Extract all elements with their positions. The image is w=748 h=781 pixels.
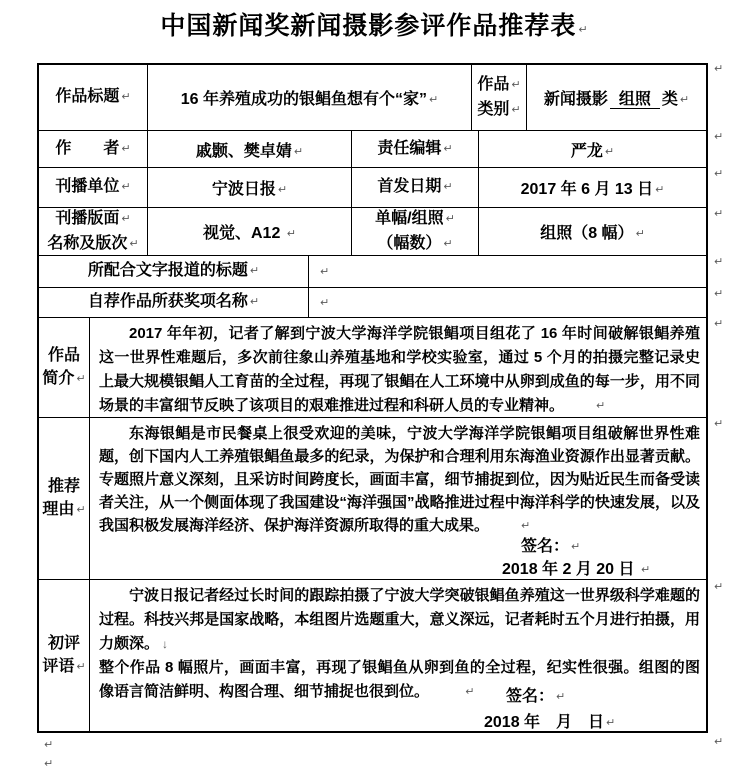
- accompanying-text-label-cell: [39, 256, 309, 287]
- work-title-label-cell: [39, 65, 148, 130]
- page-title: 中国新闻奖新闻摄影参评作品推荐表: [160, 12, 577, 40]
- paragraph-mark-icon: ↵: [606, 717, 616, 729]
- edition-value-cell: [148, 208, 352, 255]
- work-intro-paragraph: 2017 年年初，记者了解到宁波大学海洋学院银鲳项目组花了 16 年时间破解银鲳养殖这一世界性难题后，多次前往象山养殖基地和学校实验室，通过 5 个月的拍摄完整记录史上最大规模银鲳人工育苗的全过程，再现了银鲳在人工环境中从卵到成鱼的每一步，用不同场景的丰富细节反映了该项目的艰难推进过程和科研人员的专业精神。: [99, 325, 700, 414]
- preliminary-review-sign-label: 签名：: [506, 688, 555, 705]
- table-row-self-recommend: [39, 288, 706, 318]
- paragraph-mark-icon: ↵: [443, 237, 453, 250]
- preliminary-review-paragraph-part2: 整个作品 8 幅照片，画面丰富，再现了银鲳鱼从卵到鱼的全过程，纪实性很强。组图的图像语言简洁鲜明、构图合理、细节捕捉也很到位。: [99, 659, 700, 700]
- paragraph-mark-icon: ↵: [129, 237, 139, 250]
- paragraph-mark-icon: ↵: [635, 228, 645, 240]
- recommendation-sign-date-row: [502, 556, 650, 579]
- paragraph-mark-icon: ↵: [44, 739, 54, 751]
- first-publish-date-label: 首发日期: [377, 178, 442, 195]
- publisher-value-cell: [148, 168, 352, 207]
- paragraph-mark-icon: ↵: [640, 564, 651, 576]
- recommendation-sign-row: [521, 533, 580, 556]
- recommendation-form-table: [37, 63, 708, 733]
- table-row-preliminary-review: [39, 580, 706, 731]
- publisher-label: 刊播单位: [55, 178, 120, 195]
- edition-label-cell: [39, 208, 148, 255]
- row-end-mark-icon: ↵: [714, 318, 724, 330]
- category-label-line1: 作品: [477, 75, 510, 93]
- edition-label-line2: 名称及版次: [47, 234, 128, 252]
- work-title-label: 作品标题: [55, 88, 120, 105]
- category-value-prefix: 新闻摄影: [543, 91, 608, 108]
- accompanying-text-label: 所配合文字报道的标题: [87, 262, 248, 279]
- paragraph-mark-icon: ↵: [596, 400, 606, 412]
- paragraph-mark-icon: ↵: [44, 758, 54, 770]
- editor-label-cell: [352, 131, 479, 167]
- single-or-group-value-cell: [479, 208, 706, 255]
- paragraph-mark-icon: ↵: [286, 228, 297, 240]
- row-end-mark-icon: ↵: [714, 581, 724, 593]
- paragraph-mark-icon: ↵: [679, 94, 690, 106]
- paragraph-mark-icon: ↵: [76, 660, 86, 673]
- paragraph-mark-icon: ↵: [571, 541, 581, 553]
- row-end-mark-icon: ↵: [714, 131, 724, 143]
- row-end-mark-icon: ↵: [714, 168, 724, 180]
- edition-value: 视觉、A12: [202, 225, 281, 242]
- paragraph-mark-icon: ↵: [429, 94, 439, 106]
- paragraph-mark-icon: ↵: [511, 78, 521, 91]
- paragraph-mark-icon: ↵: [445, 212, 455, 225]
- title-row: [0, 6, 748, 42]
- edition-label-line1: 刊播版面: [55, 209, 120, 227]
- work-intro-label-line1: 作品: [47, 346, 80, 364]
- single-or-group-value: 组照（8 幅）: [540, 225, 634, 242]
- work-intro-label-line2: 简介: [42, 369, 75, 387]
- author-label-cell: [39, 131, 148, 167]
- single-or-group-label-line1: 单幅/组照: [375, 209, 444, 227]
- paragraph-mark-icon: ↵: [604, 145, 615, 158]
- first-publish-date-value: 2017 年 6 月 13 日: [520, 181, 654, 198]
- category-label-cell: [472, 65, 527, 130]
- paragraph-mark-icon: ↵: [521, 520, 531, 532]
- publisher-value: 宁波日报: [211, 181, 276, 198]
- paragraph-mark-icon: ↵: [320, 265, 330, 278]
- paragraph-mark-icon: ↵: [121, 142, 131, 155]
- table-row-work-title: [39, 65, 706, 131]
- table-row-work-intro: [39, 318, 706, 418]
- preliminary-review-sign-date: 2018 年 月 日: [484, 714, 605, 731]
- category-value-suffix: 类: [661, 91, 678, 108]
- single-or-group-label-cell: [352, 208, 479, 255]
- single-or-group-label-line2: （幅数）: [377, 234, 442, 252]
- paragraph-mark-icon: ↵: [511, 103, 521, 116]
- row-end-mark-icon: ↵: [714, 288, 724, 300]
- recommendation-label-line1: 推荐: [47, 477, 80, 495]
- preliminary-review-sign-row: [506, 683, 565, 706]
- preliminary-review-label-line1: 初评: [47, 634, 80, 652]
- paragraph-mark-icon: ↵: [556, 691, 566, 703]
- row-end-mark-icon: ↵: [714, 736, 724, 748]
- paragraph-mark-icon: ↵: [249, 296, 260, 308]
- table-row-edition: [39, 208, 706, 256]
- table-row-recommendation: [39, 418, 706, 580]
- author-value: 戚颢、樊卓婧: [195, 142, 292, 160]
- accompanying-text-value-cell: [309, 256, 706, 287]
- editor-label: 责任编辑: [377, 139, 442, 157]
- row-end-mark-icon: ↵: [714, 256, 724, 268]
- editor-value: 严龙: [570, 142, 603, 160]
- paragraph-mark-icon: ↵: [655, 184, 665, 196]
- category-label-line2: 类别: [477, 100, 510, 118]
- paragraph-mark-icon: ↵: [320, 296, 330, 309]
- publisher-label-cell: [39, 168, 148, 207]
- self-recommend-label: 自荐作品所获奖项名称: [87, 293, 248, 310]
- author-value-cell: [148, 131, 352, 167]
- first-publish-date-value-cell: [479, 168, 706, 207]
- row-end-mark-icon: ↵: [714, 418, 724, 430]
- recommendation-sign-label: 签名：: [521, 538, 570, 555]
- work-title-value-cell: [148, 65, 472, 130]
- preliminary-review-sign-date-row: [484, 709, 615, 731]
- table-row-author: [39, 131, 706, 168]
- preliminary-review-text-cell: [90, 580, 706, 731]
- category-value-cell: [527, 65, 706, 130]
- paragraph-mark-icon: ↵: [121, 181, 131, 193]
- preliminary-review-label-cell: [39, 580, 90, 731]
- self-recommend-label-cell: [39, 288, 309, 317]
- paragraph-mark-icon: ↵: [76, 503, 86, 516]
- line-break-mark-icon: ↓: [162, 637, 169, 651]
- table-row-publisher: [39, 168, 706, 208]
- work-title-value: 16 年养殖成功的银鲳鱼想有个“家”: [180, 91, 428, 108]
- recommendation-label-line2: 理由: [42, 500, 75, 518]
- recommendation-sign-date: 2018 年 2 月 20 日: [502, 561, 635, 578]
- paragraph-mark-icon: ↵: [443, 142, 453, 155]
- recommendation-text-cell: [90, 418, 706, 579]
- first-publish-date-label-cell: [352, 168, 479, 207]
- paragraph-mark-icon: ↵: [249, 265, 260, 277]
- work-intro-text-cell: [90, 318, 706, 417]
- recommendation-paragraph: 东海银鲳是市民餐桌上很受欢迎的美味，宁波大学海洋学院银鲳项目组破解世界性难题，创下国内人工养殖银鲳鱼最多的纪录，为保护和合理利用东海渔业资源作出显著贡献。专题照片意义深刻，且采访时间跨度长，画面丰富，细节捕捉到位，因为贴近民生而备受读者关注，从一个侧面体现了我国建设“海洋强国”战略推进过程中海洋科学的快速发展，以及我国积极发展海洋经济、保护海洋资源所取得的重大成果。: [99, 425, 700, 534]
- editor-value-cell: [479, 131, 706, 167]
- paragraph-mark-icon: ↵: [121, 91, 131, 103]
- author-label: 作 者: [55, 139, 120, 157]
- paragraph-mark-icon: ↵: [465, 686, 475, 698]
- work-intro-label-cell: [39, 318, 90, 417]
- preliminary-review-label-line2: 评语: [42, 657, 75, 675]
- recommendation-label-cell: [39, 418, 90, 579]
- row-end-mark-icon: ↵: [714, 208, 724, 220]
- paragraph-mark-icon: ↵: [121, 212, 131, 225]
- self-recommend-value-cell: [309, 288, 706, 317]
- paragraph-mark-icon: ↵: [277, 184, 288, 196]
- row-end-mark-icon: ↵: [714, 63, 724, 75]
- paragraph-mark-icon: ↵: [76, 372, 86, 385]
- paragraph-mark-icon: ↵: [293, 145, 304, 158]
- paragraph-mark-icon: ↵: [443, 181, 453, 193]
- preliminary-review-paragraph-part1: 宁波日报记者经过长时间的跟踪拍摄了宁波大学突破银鲳鱼养殖这一世界级科学难题的过程。科技兴邦是国家战略，本组图片选题重大，意义深远，记者耗时五个月进行拍摄，用力颇深。: [99, 587, 700, 652]
- table-row-accompanying-text: [39, 256, 706, 288]
- paragraph-mark-icon: ↵: [578, 24, 588, 36]
- category-value-underlined: 组照: [610, 91, 660, 109]
